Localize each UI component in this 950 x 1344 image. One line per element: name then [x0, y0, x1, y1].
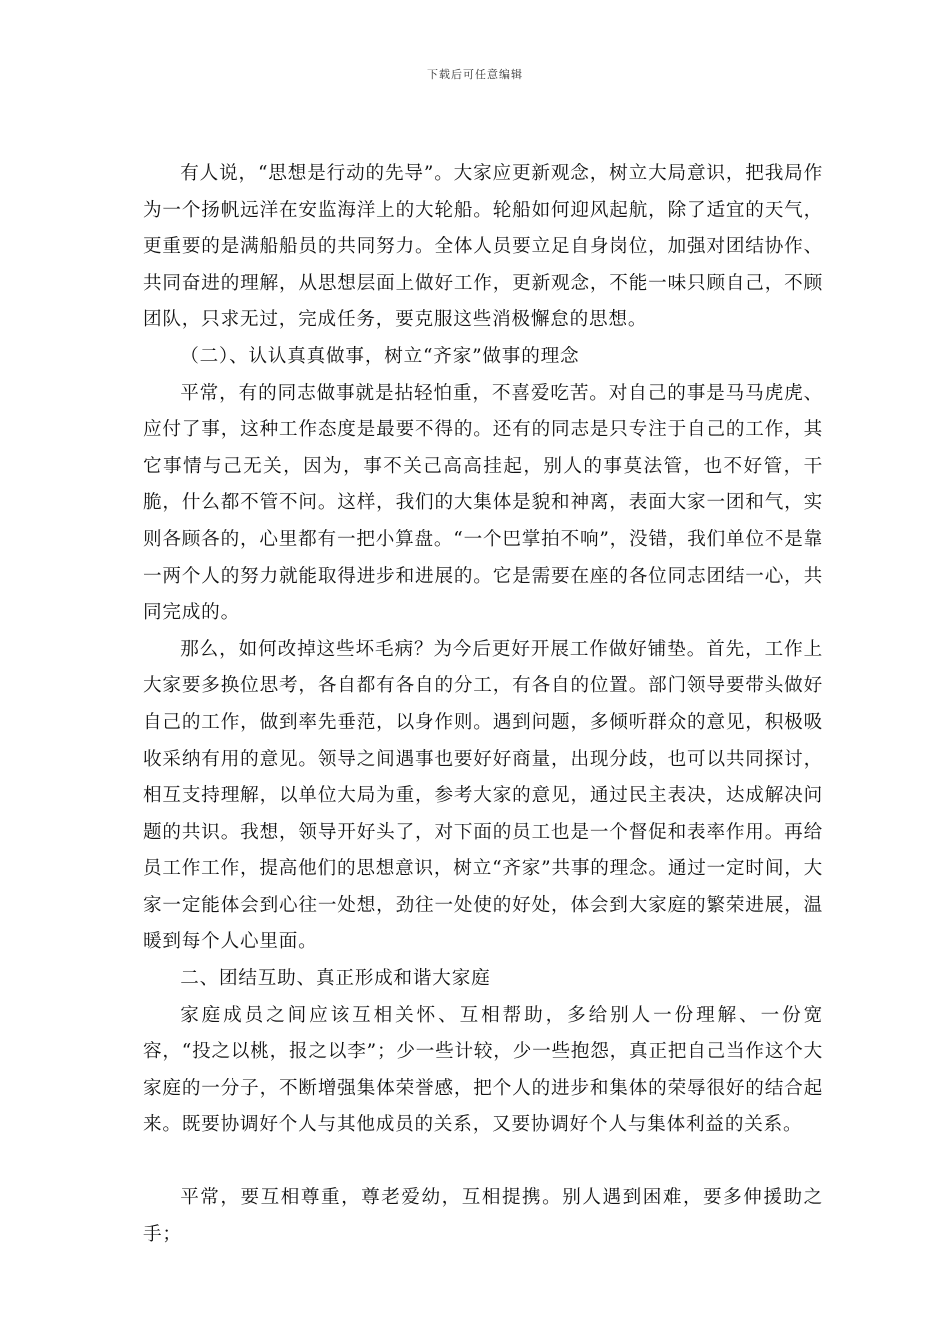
- section-heading-unity: 二、团结互助、真正形成和谐大家庭: [180, 968, 491, 990]
- paragraph-spacer: [143, 1144, 823, 1180]
- paragraph-thought-guidance: 有人说，“思想是行动的先导”。大家应更新观念，树立大局意识，把我局作为一个扬帆远洋在安监海洋上的大轮船。轮船如何迎风起航，除了适宜的天气，更重要的是满船船员的共同努力。全体人员要立足自身岗位，加强对团结协作、共同奋进的理解，从思想层面上做好工作，更新观念，不能一味只顾自己，不顾团队，只求无过，完成任务，要克服这些消极懈怠的思想。: [143, 163, 823, 331]
- page-header: 下载后可任意编辑: [427, 68, 523, 81]
- section-heading-2: （二）、认认真真做事，树立“齐家”做事的理念: [180, 345, 580, 367]
- document-body: [143, 156, 823, 1253]
- paragraph-mutual-respect: 平常，要互相尊重，尊老爱幼，互相提携。别人遇到困难，要多伸援助之手；: [143, 1187, 823, 1245]
- paragraph-work-attitude: 平常，有的同志做事就是拈轻怕重，不喜爱吃苦。对自己的事是马马虎虎、应付了事，这种工作态度是最要不得的。还有的同志是只专注于自己的工作，其它事情与己无关，因为，事不关己高高挂起，别人的事莫法管，也不好管，干脆，什么都不管不问。这样，我们的大集体是貌和神离，表面大家一团和气，实则各顾各的，心里都有一把小算盘。“一个巴掌拍不响”，没错，我们单位不是靠一两个人的努力就能取得进步和进展的。它是需要在座的各位同志团结一心，共同完成的。: [143, 382, 823, 624]
- paragraph-family-members: 家庭成员之间应该互相关怀、互相帮助，多给别人一份理解、一份宽容，“投之以桃，报之以李”；少一些计较，少一些抱怨，真正把自己当作这个大家庭的一分子，不断增强集体荣誉感，把个人的进步和集体的荣辱很好的结合起来。既要协调好个人与其他成员的关系，又要协调好个人与集体利益的关系。: [143, 1004, 823, 1136]
- paragraph-improvement: 那么，如何改掉这些坏毛病？为今后更好开展工作做好铺垫。首先，工作上大家要多换位思考，各自都有各自的分工，有各自的位置。部门领导要带头做好自己的工作，做到率先垂范，以身作则。遇到问题，多倾听群众的意见，积极吸收采纳有用的意见。领导之间遇事也要好好商量，出现分歧，也可以共同探讨，相互支持理解，以单位大局为重，参考大家的意见，通过民主表决，达成解决问题的共识。我想，领导开好头了，对下面的员工也是一个督促和表率作用。再给员工作工作，提高他们的思想意识，树立“齐家”共事的理念。通过一定时间，大家一定能体会到心往一处想，劲往一处使的好处，体会到大家庭的繁荣进展，温暖到每个人心里面。: [143, 638, 823, 953]
